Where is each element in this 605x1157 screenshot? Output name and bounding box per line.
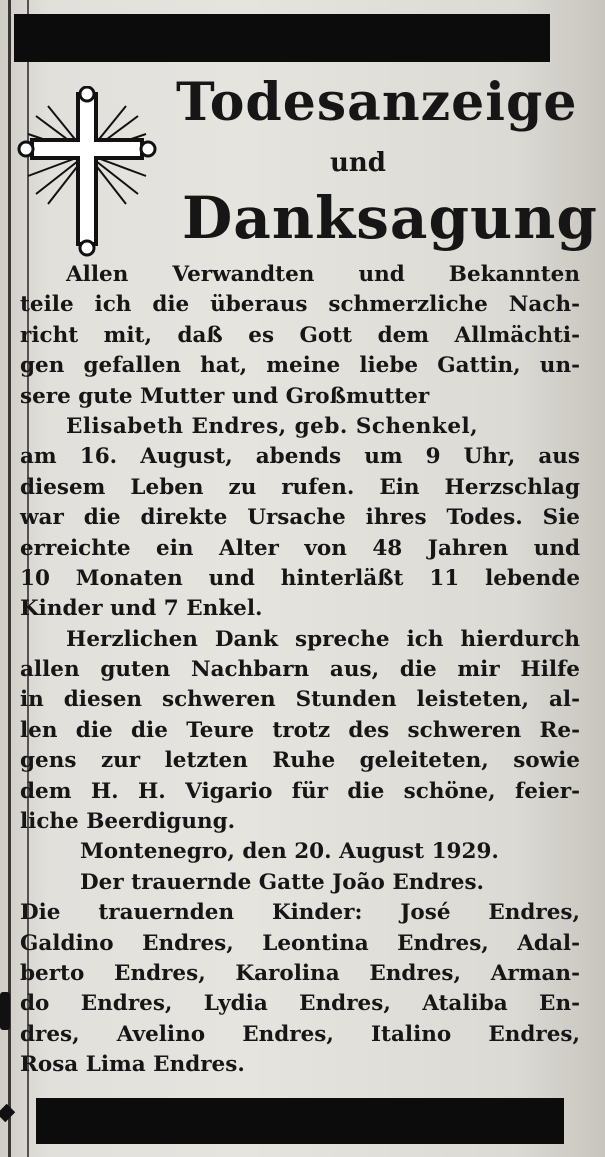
mourning-bar-bottom: [36, 1098, 564, 1144]
thanks-line: gens zur letzten Ruhe geleiteten, sowie: [20, 748, 580, 774]
notice-line: gen gefallen hat, meine liebe Gattin, un-: [20, 353, 580, 379]
notice-body: [20, 260, 580, 1081]
signature-line: dres, Avelino Endres, Italino Endres,: [20, 1021, 580, 1047]
signature-line: Galdino Endres, Leontina Endres, Adal-: [20, 930, 580, 956]
notice-line: erreichte ein Alter von 48 Jahren und: [20, 535, 580, 561]
signature-line: Rosa Lima Endres.: [20, 1052, 245, 1078]
thanks-line: allen guten Nachbarn aus, die mir Hilfe: [20, 657, 580, 683]
notice-line: war die direkte Ursache ihres Todes. Sie: [20, 505, 580, 531]
notice-line: am 16. August, abends um 9 Uhr, aus: [20, 444, 580, 470]
adjacent-column-fragment: [0, 992, 10, 1030]
place-date: Montenegro, den 20. August 1929.: [80, 839, 499, 865]
adjacent-column-diamond: [0, 1104, 15, 1122]
title-connector: und: [330, 148, 386, 178]
notice-line: Allen Verwandten und Bekannten: [66, 262, 580, 287]
deceased-name: Elisabeth Endres, geb. Schenkel,: [66, 413, 479, 439]
notice-line: 10 Monaten und hinterläßt 11 lebende: [20, 565, 580, 591]
signature-line: Der trauernde Gatte João Endres.: [80, 869, 485, 895]
notice-line: sere gute Mutter und Großmutter: [20, 383, 430, 409]
signature-line: berto Endres, Karolina Endres, Arman-: [20, 960, 580, 986]
thanks-line: in diesen schweren Stunden leisteten, al-: [20, 687, 580, 713]
signature-line: Die trauernden Kinder: José Endres,: [20, 900, 580, 926]
notice-line: teile ich die überaus schmerzliche Nach-: [20, 292, 580, 318]
notice-line: diesem Leben zu rufen. Ein Herzschlag: [20, 474, 580, 500]
signature-line: do Endres, Lydia Endres, Ataliba En-: [20, 991, 580, 1017]
title-todesanzeige: Todesanzeige: [176, 72, 578, 133]
notice-line: Kinder und 7 Enkel.: [20, 596, 263, 622]
cross-icon: [16, 86, 158, 258]
thanks-line: dem H. H. Vigario für die schöne, feier-: [20, 778, 580, 804]
column-rule-left: [8, 0, 11, 1157]
mourning-bar-top: [14, 14, 550, 62]
title-danksagung: Danksagung: [182, 184, 598, 252]
notice-line: richt mit, daß es Gott dem Allmächti-: [20, 322, 580, 348]
thanks-line: liche Beerdigung.: [20, 809, 236, 835]
thanks-line: len die die Teure trotz des schweren Re-: [20, 717, 580, 743]
thanks-line: Herzlichen Dank spreche ich hierdurch: [66, 626, 580, 652]
